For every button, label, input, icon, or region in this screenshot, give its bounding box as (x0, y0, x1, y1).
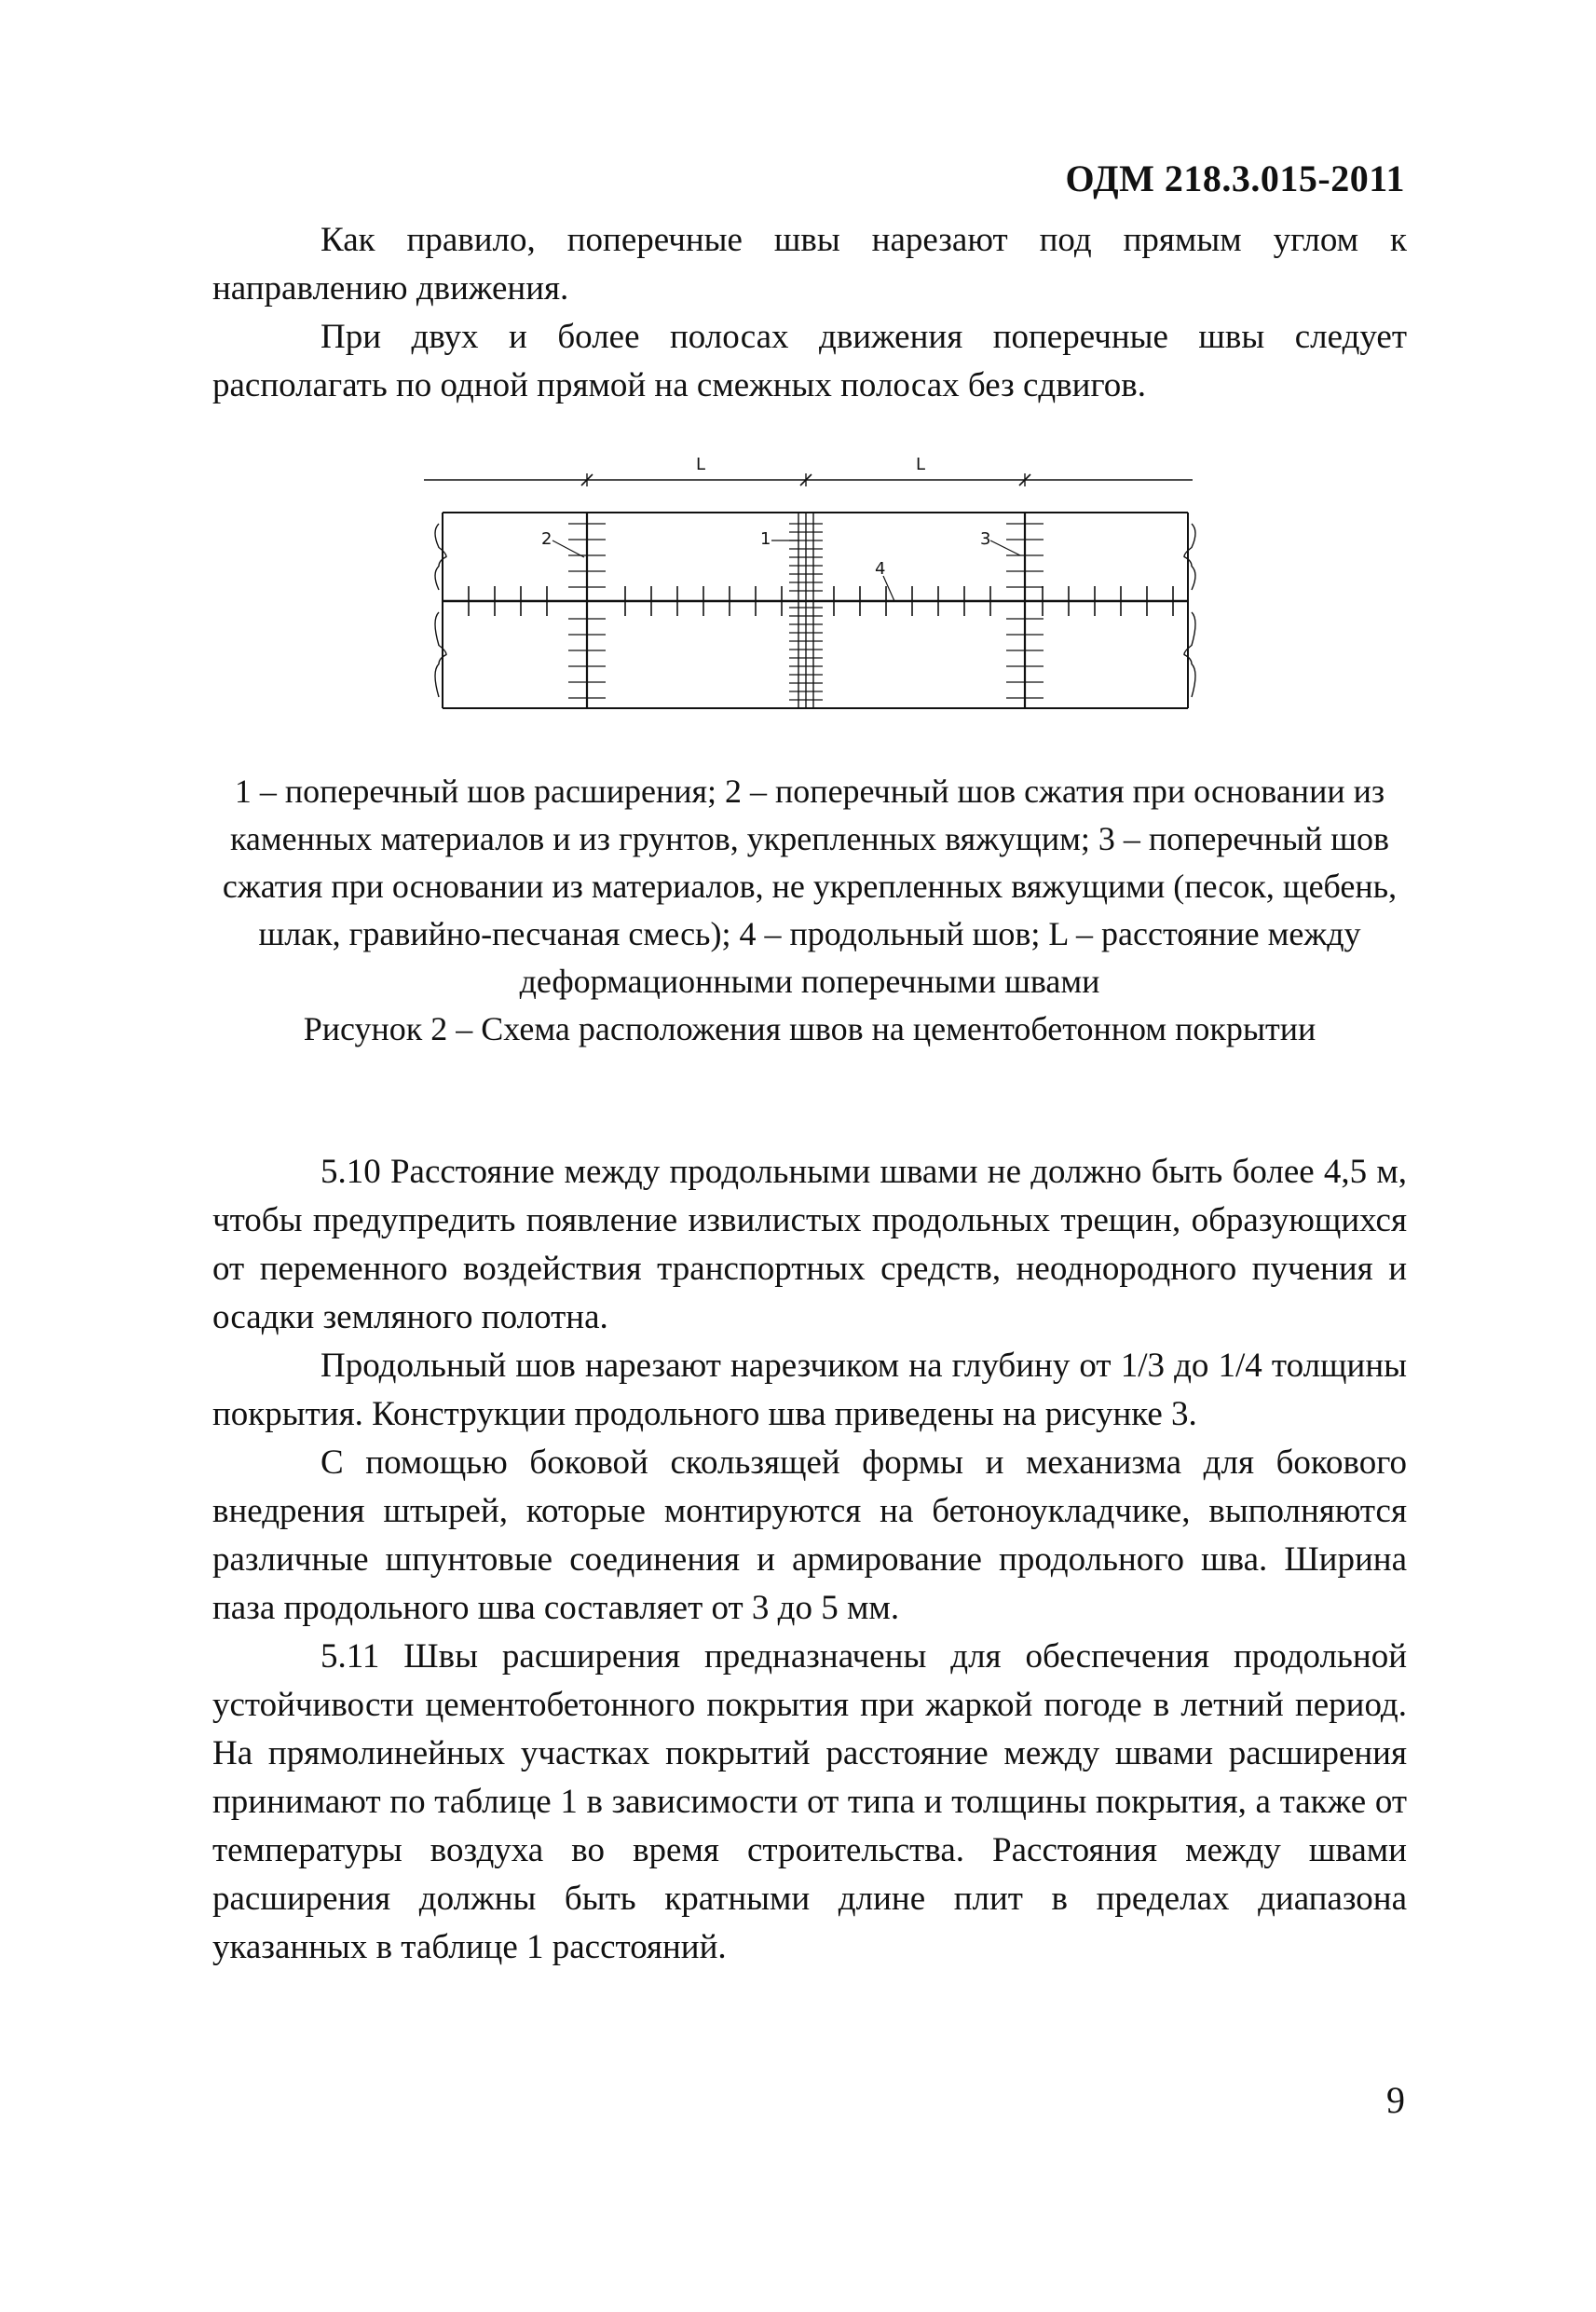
page-number: 9 (1386, 2079, 1405, 2121)
label-L: L (916, 455, 926, 474)
figure-title: Рисунок 2 – Схема расположения швов на цементобетонном покрытии (303, 1010, 1316, 1047)
joint-layout-diagram (424, 447, 1207, 718)
label-joint-4: 4 (875, 559, 886, 579)
paragraph: Как правило, поперечные швы нарезают под прямым углом к направлению движения. (212, 221, 1407, 308)
paragraph: Продольный шов нарезают нарезчиком на глубину от 1/3 до 1/4 толщины покрытия. Конструкции продольного шва приведены на рисунке 3. (212, 1347, 1407, 1433)
break-mark-right (1184, 612, 1195, 697)
paragraph: С помощью боковой скользящей формы и механизма для бокового внедрения штырей, которые монтируются на бетоноукладчике, выполняются различные шпунтовые соединения и армирование продольного шва. Ширина паза продольного шва составляет от 3 до 5 мм. (212, 1443, 1407, 1627)
leader-line (883, 576, 894, 601)
figure-legend: 1 – поперечный шов расширения; 2 – поперечный шов сжатия при основании из каменных материалов и из грунтов, укрепленных вяжущим; 3 – поперечный шов сжатия при основании из материалов, не укрепленных вяжущими (песок, щебень, шлак, гравийно-песчаная смесь); 4 – продольный шов; L – расстояние между деформационными поперечными швами (222, 773, 1398, 1000)
paragraph: 5.11 Швы расширения предназначены для обеспечения продольной устойчивости цементобетонного покрытия при жаркой погоде в летний период. На прямолинейных участках покрытий расстояние между швами расширения принимают по таблице 1 в зависимости от типа и толщины покрытия, а также от температуры воздуха во время строительства. Расстояния между швами расширения должны быть кратными длине плит в пределах диапазона указанных в таблице 1 расстояний. (212, 1637, 1407, 1966)
intro-text (212, 216, 1407, 410)
label-joint-3: 3 (980, 529, 991, 549)
label-joint-2: 2 (541, 529, 552, 549)
figure-caption (212, 768, 1407, 1053)
document-code: ОДМ 218.3.015-2011 (1065, 157, 1405, 199)
break-mark-left (435, 524, 446, 590)
section-text (212, 1148, 1407, 1972)
diagram-svg (424, 447, 1207, 718)
leader-line (990, 540, 1020, 555)
paragraph: При двух и более полосах движения поперечные швы следует располагать по одной прямой на смежных полосах без сдвигов. (212, 318, 1407, 404)
paragraph: 5.10 Расстояние между продольными швами не должно быть более 4,5 м, чтобы предупредить появление извилистых продольных трещин, образующихся от переменного воздействия транспортных средств, неоднородного пучения и осадки земляного полотна. (212, 1153, 1407, 1336)
leader-line (552, 540, 584, 557)
label-L: L (696, 455, 706, 474)
break-mark-left (435, 612, 446, 697)
label-joint-1: 1 (760, 529, 771, 549)
break-mark-right (1184, 524, 1195, 590)
